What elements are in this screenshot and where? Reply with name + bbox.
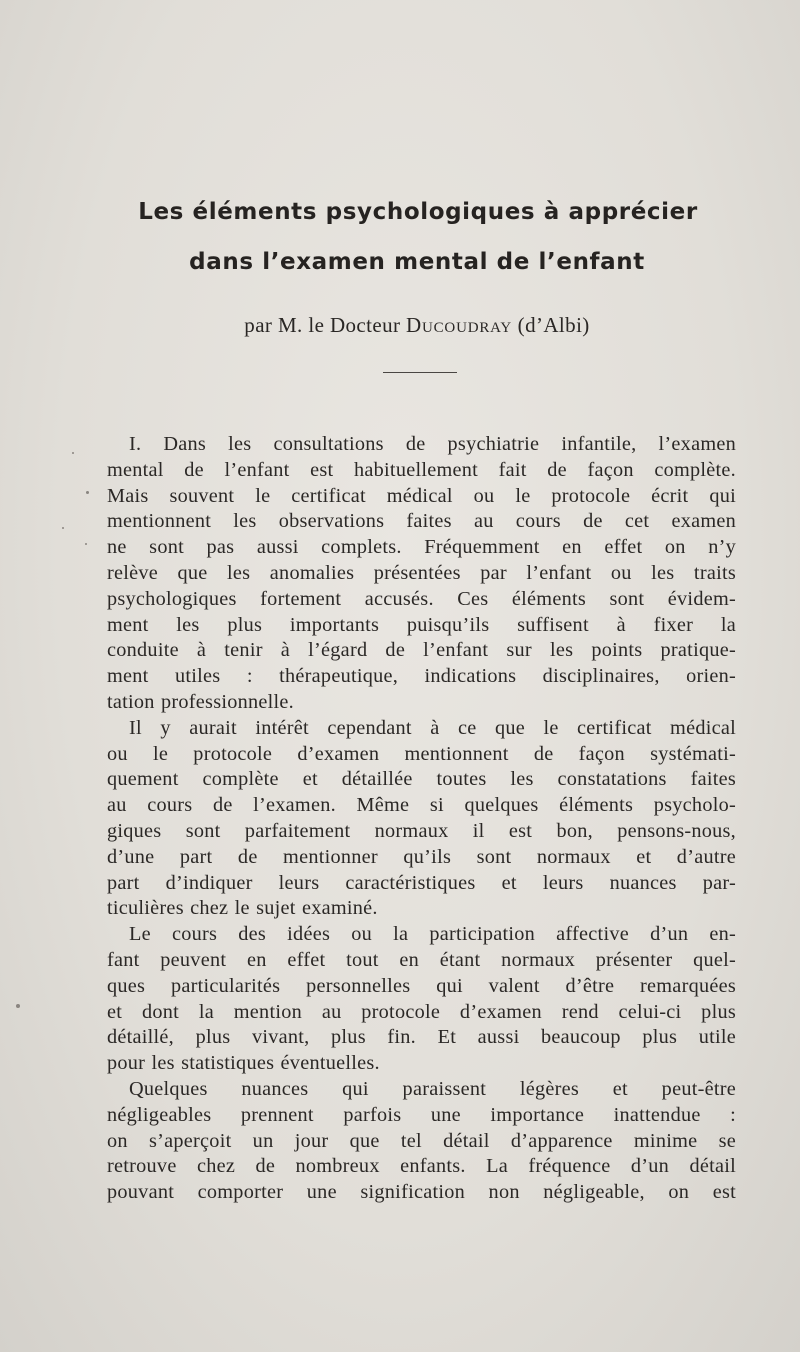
body-line: ques particularités personnelles qui valent d’être remarquées bbox=[107, 974, 736, 997]
body-line: relève que les anomalies présentées par l’enfant ou les traits bbox=[107, 561, 736, 584]
body-line: mentionnent les observations faites au cours de cet examen bbox=[107, 510, 736, 533]
body-line: Quelques nuances qui paraissent légères et peut-être bbox=[129, 1077, 736, 1100]
margin-speck bbox=[72, 452, 74, 454]
body-line: I. Dans les consultations de psychiatrie infantile, l’examen bbox=[129, 433, 736, 455]
body-line: retrouve chez de nombreux enfants. La fréquence d’un détail bbox=[107, 1155, 736, 1178]
body-line: fant peuvent en effet tout en étant normaux présenter quel- bbox=[107, 948, 736, 971]
body-line: ou le protocole d’examen mentionnent de façon systémati- bbox=[107, 742, 736, 765]
margin-speck bbox=[62, 527, 64, 529]
byline-suffix: (d’Albi) bbox=[512, 313, 590, 337]
body-line: ment utiles : thérapeutique, indications disciplinaires, orien- bbox=[107, 665, 736, 688]
byline-author: Ducoudray bbox=[406, 313, 513, 337]
body-line: au cours de l’examen. Même si quelques éléments psycholo- bbox=[107, 794, 736, 817]
body-line: quement complète et détaillée toutes les constatations faites bbox=[107, 768, 736, 791]
body-line: giques sont parfaitement normaux il est bon, pensons-nous, bbox=[107, 819, 736, 842]
body-line: ne sont pas aussi complets. Fréquemment en effet on n’y bbox=[107, 536, 736, 559]
body-line: Le cours des idées ou la participation affective d’un en- bbox=[129, 923, 736, 946]
body-line: ment les plus importants puisqu’ils suffisent à fixer la bbox=[107, 613, 736, 636]
margin-speck bbox=[86, 491, 89, 494]
body-line: pouvant comporter une signification non négligeable, on est bbox=[107, 1181, 736, 1204]
body-line: négligeables prennent parfois une importance inattendue : bbox=[107, 1103, 736, 1126]
body-line: Il y aurait intérêt cependant à ce que le certificat médical bbox=[129, 716, 736, 739]
body-line: mental de l’enfant est habituellement fait de façon complète. bbox=[107, 458, 736, 481]
article-byline bbox=[17, 313, 800, 338]
byline-prefix: par M. le Docteur bbox=[244, 313, 407, 337]
body-line: part d’indiquer leurs caractéristiques et leurs nuances par- bbox=[107, 871, 736, 894]
body-line: pour les statistiques éventuelles. bbox=[107, 1052, 380, 1075]
title-divider bbox=[383, 372, 457, 373]
body-line: psychologiques fortement accusés. Ces éléments sont évidem- bbox=[107, 587, 736, 610]
body-line: détaillé, plus vivant, plus fin. Et aussi beaucoup plus utile bbox=[107, 1026, 736, 1049]
body-line: on s’aperçoit un jour que tel détail d’apparence minime se bbox=[107, 1129, 736, 1152]
margin-speck bbox=[16, 1004, 20, 1008]
body-line: tation professionnelle. bbox=[107, 690, 294, 713]
article-title-line-2: dans l’examen mental de l’enfant bbox=[189, 249, 645, 275]
body-line: d’une part de mentionner qu’ils sont normaux et d’autre bbox=[107, 845, 736, 868]
body-line: et dont la mention au protocole d’examen rend celui-ci plus bbox=[107, 1000, 736, 1023]
margin-speck bbox=[85, 543, 87, 545]
body-line: ticulières chez le sujet examiné. bbox=[107, 897, 378, 920]
article-title-line-1: Les éléments psychologiques à apprécier bbox=[138, 199, 698, 225]
body-line: conduite à tenir à l’égard de l’enfant sur les points pratique- bbox=[107, 639, 736, 662]
body-line: Mais souvent le certificat médical ou le protocole écrit qui bbox=[107, 484, 736, 507]
article-body bbox=[107, 432, 736, 1206]
